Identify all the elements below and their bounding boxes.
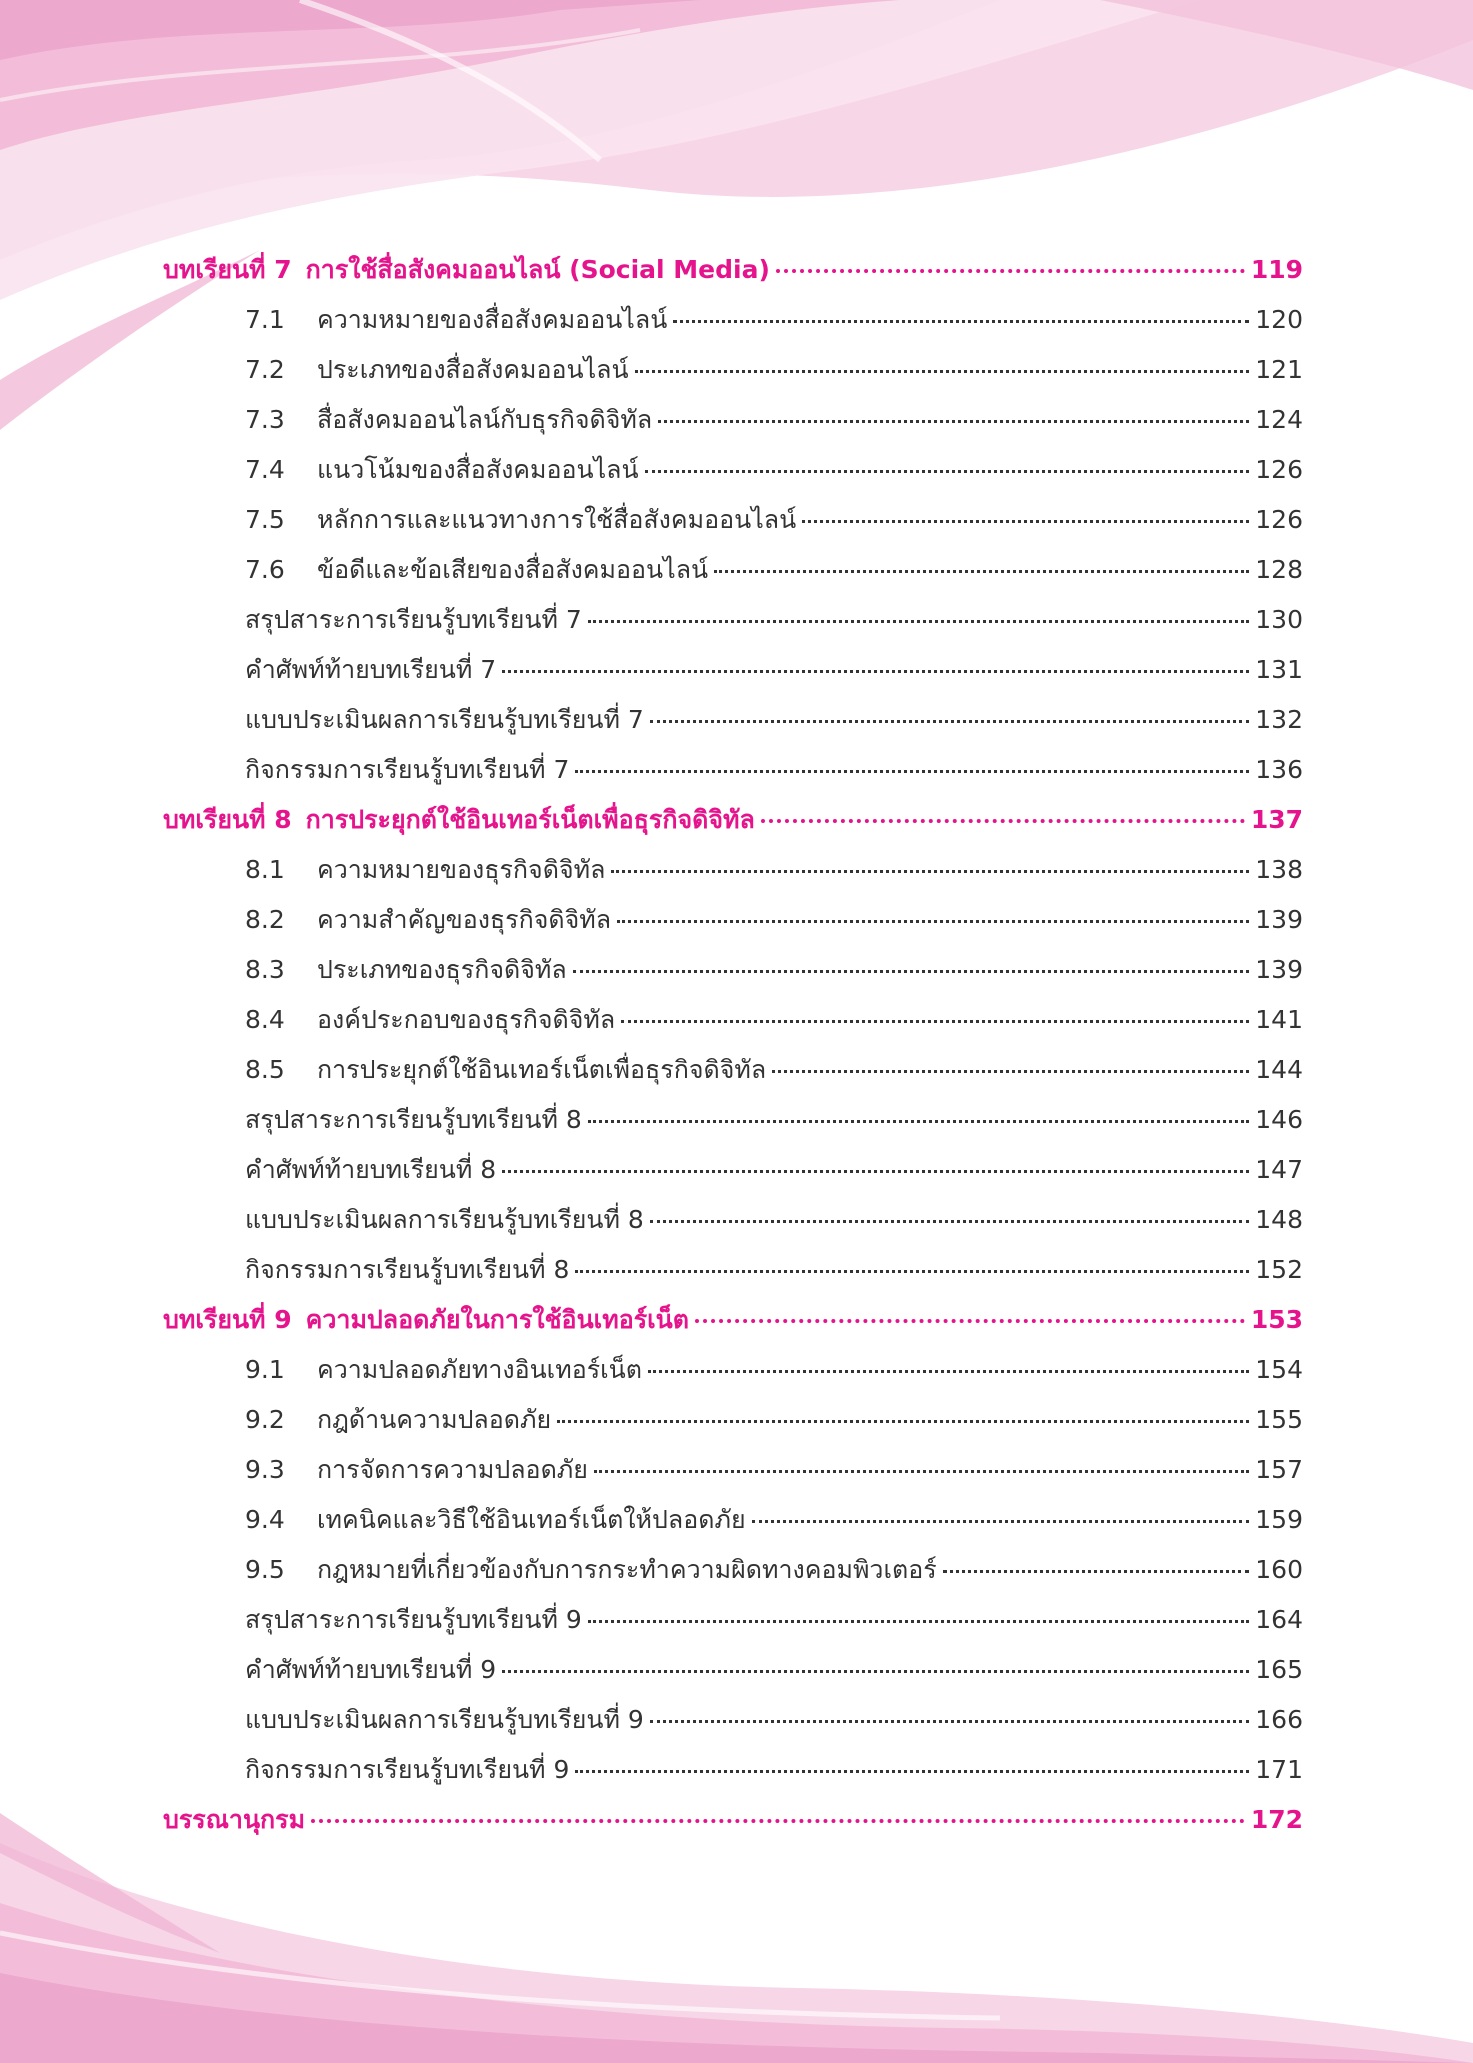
page-number: 165 — [1255, 1655, 1303, 1684]
page-number: 152 — [1255, 1255, 1303, 1284]
chapter-title: การใช้สื่อสังคมออนไลน์ (Social Media) — [305, 255, 770, 284]
section-number: 7.1 — [245, 305, 285, 334]
section-title: ประเภทของสื่อสังคมออนไลน์ — [317, 355, 629, 384]
item-title: กิจกรรมการเรียนรู้บทเรียนที่ 9 — [245, 1755, 570, 1784]
toc-bibliography[interactable] — [163, 1795, 1303, 1845]
section-title: การประยุกต์ใช้อินเทอร์เน็ตเพื่อธุรกิจดิจิทัล — [317, 1055, 767, 1084]
dot-leader — [617, 919, 1249, 923]
item-title: แบบประเมินผลการเรียนรู้บทเรียนที่ 7 — [245, 705, 644, 734]
toc-item-vocabulary-7[interactable] — [163, 645, 1303, 695]
section-title: ข้อดีและข้อเสียของสื่อสังคมออนไลน์ — [317, 555, 709, 584]
dot-leader — [645, 469, 1250, 473]
page-number: 130 — [1255, 605, 1303, 634]
section-number: 8.4 — [245, 1005, 285, 1034]
page-number: 121 — [1255, 355, 1303, 384]
dot-leader — [588, 1619, 1249, 1623]
page-number: 141 — [1255, 1005, 1303, 1034]
page-number: 126 — [1255, 505, 1303, 534]
dot-leader — [311, 1818, 1245, 1823]
section-title: การจัดการความปลอดภัย — [317, 1455, 588, 1484]
page-number: 166 — [1255, 1705, 1303, 1734]
chapter-label: บทเรียนที่ 7 — [163, 255, 292, 284]
section-number: 9.5 — [245, 1555, 285, 1584]
dot-leader — [761, 818, 1245, 823]
dot-leader — [611, 869, 1249, 873]
chapter-label: บทเรียนที่ 8 — [163, 805, 292, 834]
item-title: คำศัพท์ท้ายบทเรียนที่ 9 — [245, 1655, 497, 1684]
dot-leader — [943, 1569, 1250, 1573]
toc-item-assessment-7[interactable] — [163, 695, 1303, 745]
toc-chapter-9[interactable] — [163, 1295, 1303, 1345]
dot-leader — [588, 619, 1249, 623]
bibliography-title: บรรณานุกรม — [163, 1805, 306, 1834]
item-title: สรุปสาระการเรียนรู้บทเรียนที่ 9 — [245, 1605, 582, 1634]
section-title: แนวโน้มของสื่อสังคมออนไลน์ — [317, 455, 639, 484]
chapter-title: การประยุกต์ใช้อินเทอร์เน็ตเพื่อธุรกิจดิจิทัล — [305, 805, 755, 834]
item-title: แบบประเมินผลการเรียนรู้บทเรียนที่ 9 — [245, 1705, 644, 1734]
toc-item-assessment-9[interactable] — [163, 1695, 1303, 1745]
dot-leader — [650, 1219, 1249, 1223]
page-number: 154 — [1255, 1355, 1303, 1384]
dot-leader — [673, 319, 1249, 323]
page-number: 132 — [1255, 705, 1303, 734]
section-title: เทคนิคและวิธีใช้อินเทอร์เน็ตให้ปลอดภัย — [317, 1505, 746, 1534]
section-title: กฎด้านความปลอดภัย — [317, 1405, 552, 1434]
toc-item-summary-9[interactable] — [163, 1595, 1303, 1645]
toc-item-vocabulary-8[interactable] — [163, 1145, 1303, 1195]
section-number: 8.5 — [245, 1055, 285, 1084]
section-number: 9.1 — [245, 1355, 285, 1384]
dot-leader — [648, 1369, 1249, 1373]
section-number: 9.2 — [245, 1405, 285, 1434]
page-number: 147 — [1255, 1155, 1303, 1184]
page-number: 153 — [1250, 1305, 1303, 1334]
section-number: 8.2 — [245, 905, 285, 934]
dot-leader — [575, 1769, 1249, 1773]
page-number: 155 — [1255, 1405, 1303, 1434]
toc-chapter-8[interactable] — [163, 795, 1303, 845]
item-title: คำศัพท์ท้ายบทเรียนที่ 7 — [245, 655, 497, 684]
dot-leader — [594, 1469, 1249, 1473]
page-number: 124 — [1255, 405, 1303, 434]
section-number: 9.4 — [245, 1505, 285, 1534]
decorative-ribbon-bottom — [0, 1813, 1473, 2063]
toc-section-9-4[interactable] — [163, 1495, 1303, 1545]
toc-section-8-4[interactable] — [163, 995, 1303, 1045]
chapter-title: ความปลอดภัยในการใช้อินเทอร์เน็ต — [305, 1305, 690, 1334]
dot-leader — [575, 769, 1249, 773]
toc-item-activity-9[interactable] — [163, 1745, 1303, 1795]
page-number: 159 — [1255, 1505, 1303, 1534]
item-title: สรุปสาระการเรียนรู้บทเรียนที่ 7 — [245, 605, 582, 634]
dot-leader — [650, 719, 1249, 723]
item-title: กิจกรรมการเรียนรู้บทเรียนที่ 8 — [245, 1255, 570, 1284]
section-number: 7.3 — [245, 405, 285, 434]
toc-section-9-5[interactable] — [163, 1545, 1303, 1595]
section-title: กฎหมายที่เกี่ยวข้องกับการกระทำความผิดทางคอมพิวเตอร์ — [317, 1555, 937, 1584]
section-title: สื่อสังคมออนไลน์กับธุรกิจดิจิทัล — [317, 405, 653, 434]
toc-section-7-6[interactable] — [163, 545, 1303, 595]
dot-leader — [695, 1318, 1245, 1323]
page-number: 148 — [1255, 1205, 1303, 1234]
page-number: 146 — [1255, 1105, 1303, 1134]
toc-chapter-7[interactable] — [163, 245, 1303, 295]
dot-leader — [714, 569, 1249, 573]
page-number: 138 — [1255, 855, 1303, 884]
section-title: ความสำคัญของธุรกิจดิจิทัล — [317, 905, 612, 934]
toc-item-activity-7[interactable] — [163, 745, 1303, 795]
page-number: 137 — [1250, 805, 1303, 834]
section-number: 7.5 — [245, 505, 285, 534]
item-title: สรุปสาระการเรียนรู้บทเรียนที่ 8 — [245, 1105, 582, 1134]
page-number: 131 — [1255, 655, 1303, 684]
dot-leader — [776, 268, 1245, 273]
toc-item-vocabulary-9[interactable] — [163, 1645, 1303, 1695]
toc-item-summary-8[interactable] — [163, 1095, 1303, 1145]
page-number: 157 — [1255, 1455, 1303, 1484]
dot-leader — [588, 1119, 1249, 1123]
toc-section-8-3[interactable] — [163, 945, 1303, 995]
dot-leader — [502, 1169, 1249, 1173]
section-title: ความปลอดภัยทางอินเทอร์เน็ต — [317, 1355, 643, 1384]
dot-leader — [573, 969, 1250, 973]
dot-leader — [621, 1019, 1249, 1023]
toc-section-8-2[interactable] — [163, 895, 1303, 945]
section-number: 7.4 — [245, 455, 285, 484]
section-title: ประเภทของธุรกิจดิจิทัล — [317, 955, 567, 984]
page-number: 126 — [1255, 455, 1303, 484]
toc-section-9-2[interactable] — [163, 1395, 1303, 1445]
section-number: 8.3 — [245, 955, 285, 984]
table-of-contents — [163, 245, 1303, 1845]
dot-leader — [802, 519, 1249, 523]
toc-section-7-2[interactable] — [163, 345, 1303, 395]
section-number: 7.6 — [245, 555, 285, 584]
toc-section-7-4[interactable] — [163, 445, 1303, 495]
page-number: 171 — [1255, 1755, 1303, 1784]
page-number: 120 — [1255, 305, 1303, 334]
toc-item-assessment-8[interactable] — [163, 1195, 1303, 1245]
page-number: 139 — [1255, 955, 1303, 984]
section-number: 8.1 — [245, 855, 285, 884]
toc-section-9-3[interactable] — [163, 1445, 1303, 1495]
page-number: 136 — [1255, 755, 1303, 784]
page-number: 160 — [1255, 1555, 1303, 1584]
dot-leader — [557, 1419, 1249, 1423]
dot-leader — [502, 1669, 1249, 1673]
item-title: กิจกรรมการเรียนรู้บทเรียนที่ 7 — [245, 755, 570, 784]
section-title: องค์ประกอบของธุรกิจดิจิทัล — [317, 1005, 616, 1034]
dot-leader — [650, 1719, 1249, 1723]
page-number: 164 — [1255, 1605, 1303, 1634]
toc-item-summary-7[interactable] — [163, 595, 1303, 645]
dot-leader — [575, 1269, 1249, 1273]
dot-leader — [635, 369, 1250, 373]
section-number: 9.3 — [245, 1455, 285, 1484]
toc-section-7-3[interactable] — [163, 395, 1303, 445]
page-number: 139 — [1255, 905, 1303, 934]
item-title: แบบประเมินผลการเรียนรู้บทเรียนที่ 8 — [245, 1205, 644, 1234]
toc-section-7-1[interactable] — [163, 295, 1303, 345]
dot-leader — [772, 1069, 1249, 1073]
toc-section-9-1[interactable] — [163, 1345, 1303, 1395]
toc-section-8-1[interactable] — [163, 845, 1303, 895]
section-title: ความหมายของสื่อสังคมออนไลน์ — [317, 305, 668, 334]
chapter-label: บทเรียนที่ 9 — [163, 1305, 292, 1334]
dot-leader — [752, 1519, 1250, 1523]
toc-section-7-5[interactable] — [163, 495, 1303, 545]
dot-leader — [502, 669, 1249, 673]
page-number: 172 — [1250, 1805, 1303, 1834]
section-number: 7.2 — [245, 355, 285, 384]
page-number: 128 — [1255, 555, 1303, 584]
section-title: หลักการและแนวทางการใช้สื่อสังคมออนไลน์ — [317, 505, 797, 534]
section-title: ความหมายของธุรกิจดิจิทัล — [317, 855, 606, 884]
toc-section-8-5[interactable] — [163, 1045, 1303, 1095]
page-number: 144 — [1255, 1055, 1303, 1084]
dot-leader — [658, 419, 1249, 423]
toc-item-activity-8[interactable] — [163, 1245, 1303, 1295]
page-number: 119 — [1250, 255, 1303, 284]
item-title: คำศัพท์ท้ายบทเรียนที่ 8 — [245, 1155, 497, 1184]
